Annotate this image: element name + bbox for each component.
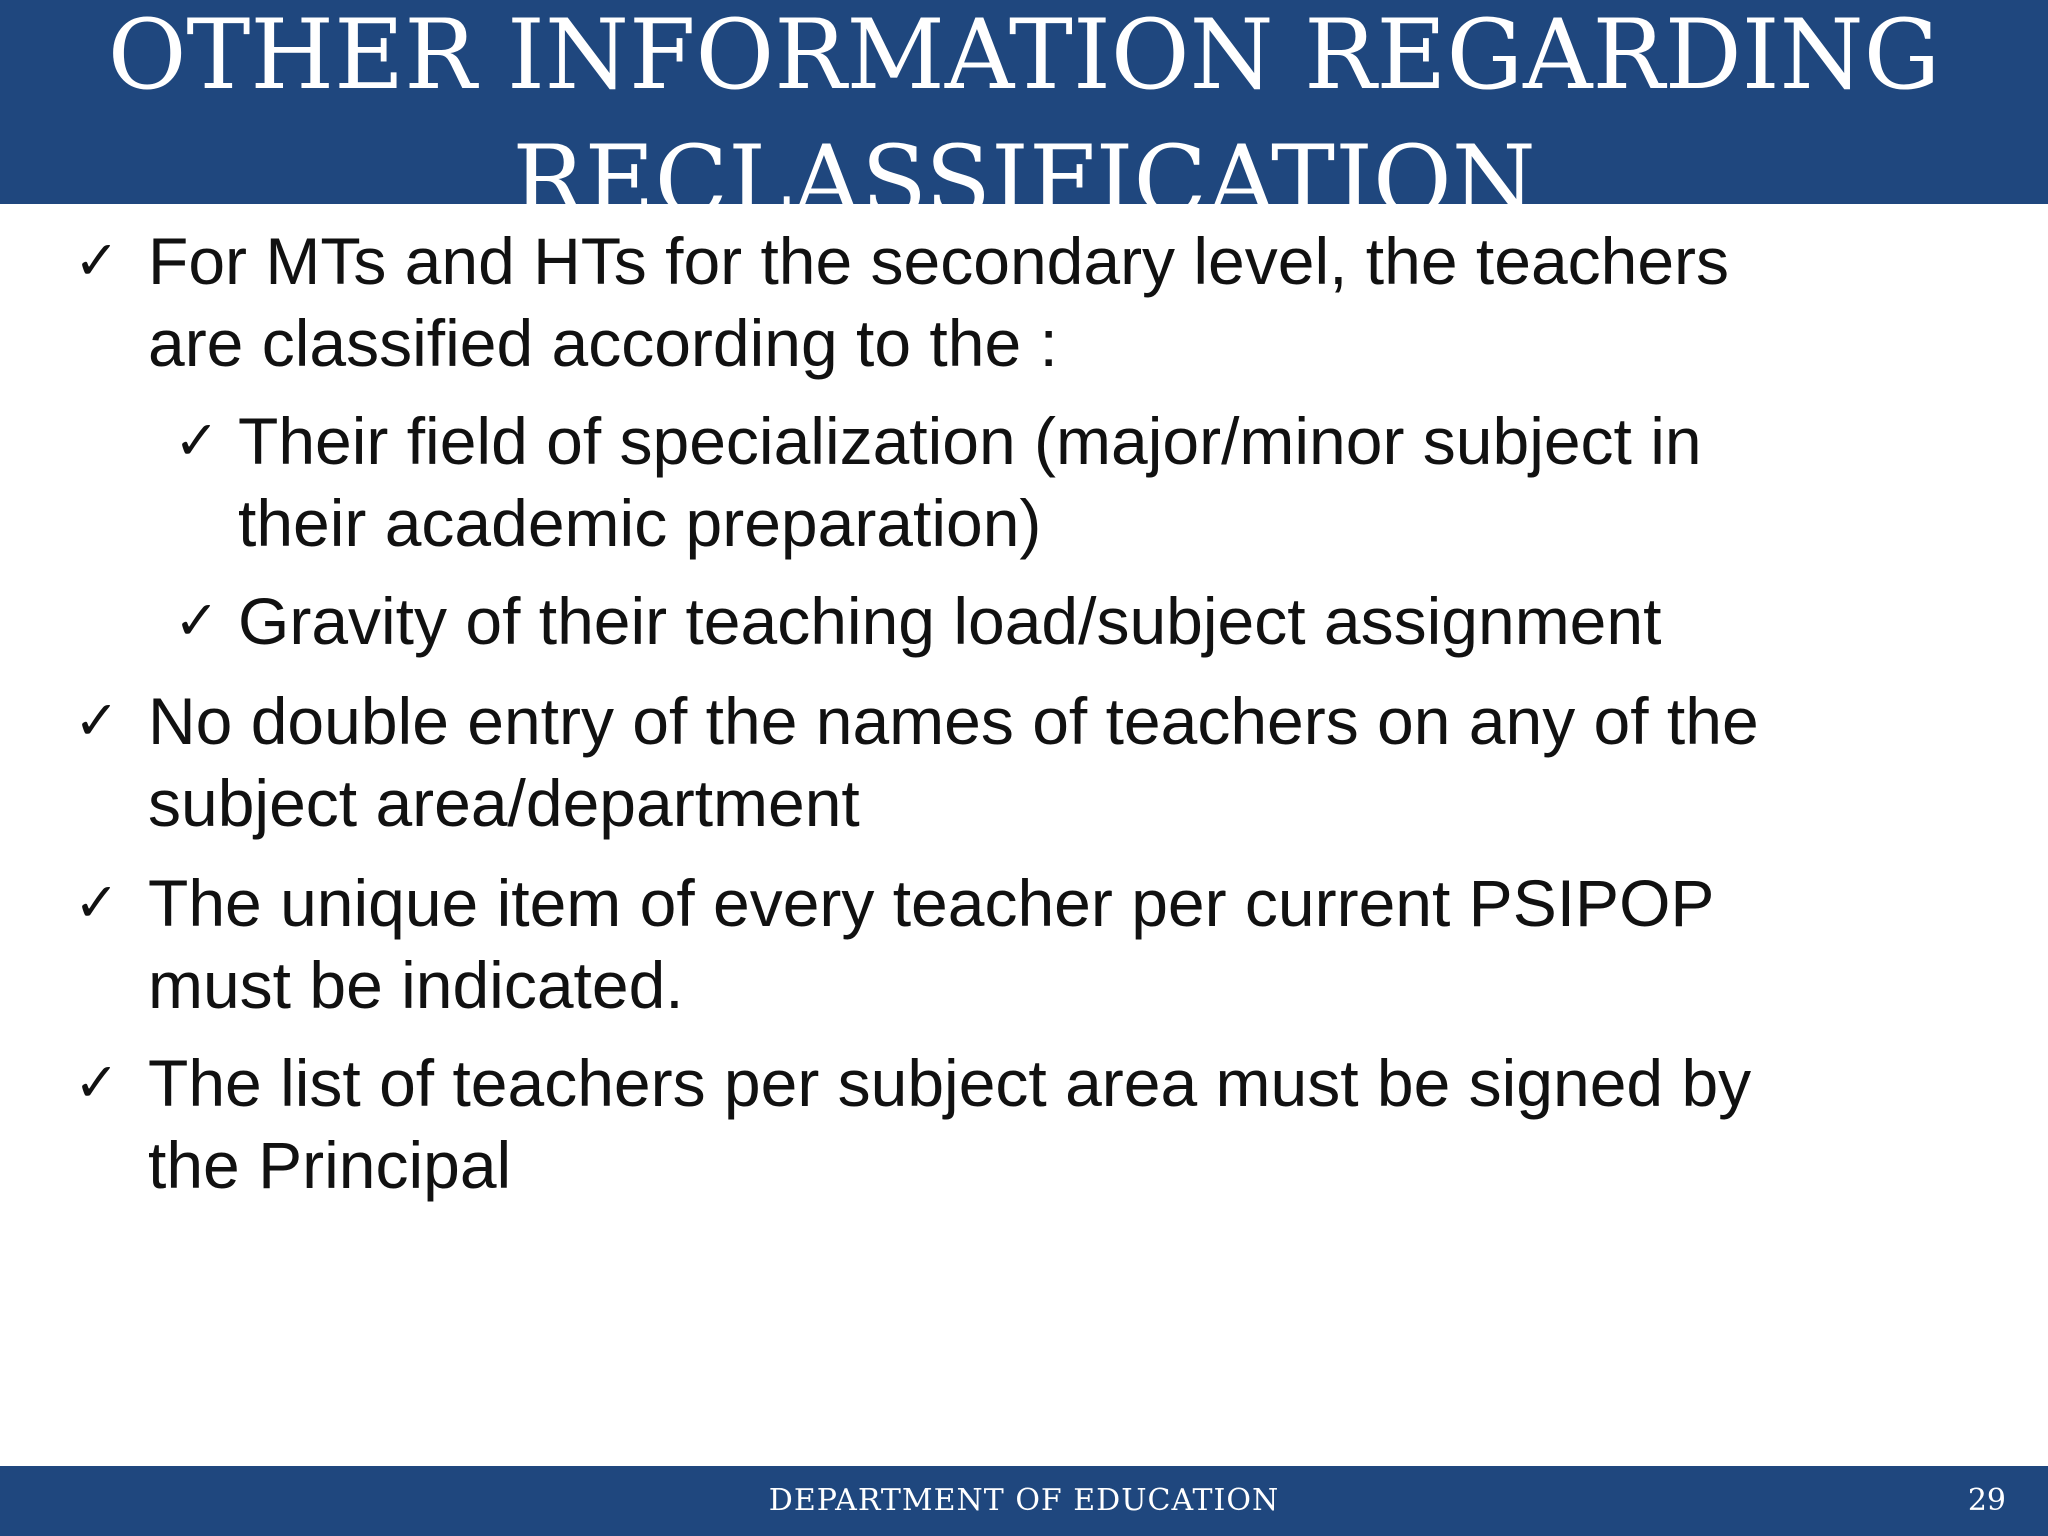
bullet-item — [74, 862, 1828, 1026]
checkmark-icon: ✓ — [74, 689, 120, 752]
sub-bullet-item — [174, 580, 1798, 662]
title-line-1: OTHER INFORMATION REGARDING — [107, 0, 1941, 111]
title-line-2: RECLASSIFICATION — [512, 125, 1536, 237]
bullet-line: must be indicated. — [148, 948, 684, 1022]
checkmark-icon: ✓ — [74, 229, 120, 292]
bullet-line: Gravity of their teaching load/subject assignment — [238, 584, 1662, 658]
bullet-line: For MTs and HTs for the secondary level, the teachers — [148, 224, 1730, 298]
bullet-line: are classified according to the : — [148, 306, 1058, 380]
checkmark-icon: ✓ — [174, 589, 220, 652]
bullet-line: Their field of specialization (major/minor subject in — [238, 404, 1702, 478]
bullet-line: The unique item of every teacher per current PSIPOP — [148, 866, 1715, 940]
title-banner — [0, 0, 2048, 237]
bullet-line: subject area/department — [148, 766, 860, 840]
bullet-item — [74, 680, 1828, 844]
bullet-line: The list of teachers per subject area must be signed by — [148, 1046, 1752, 1120]
bullet-item — [74, 220, 1828, 384]
checkmark-icon: ✓ — [74, 871, 120, 934]
page-number: 29 — [1967, 1483, 2006, 1518]
checkmark-icon: ✓ — [74, 1051, 120, 1114]
footer-text: DEPARTMENT OF EDUCATION — [768, 1483, 1280, 1518]
bullet-line: their academic preparation) — [238, 486, 1042, 560]
bullet-item — [74, 1042, 1828, 1206]
sub-bullet-item — [174, 400, 1798, 564]
slide-title — [0, 0, 2048, 244]
bullet-line: No double entry of the names of teachers on any of the — [148, 684, 1759, 758]
footer-bar — [0, 1466, 2048, 1536]
bullet-line: the Principal — [148, 1128, 512, 1202]
checkmark-icon: ✓ — [174, 409, 220, 472]
